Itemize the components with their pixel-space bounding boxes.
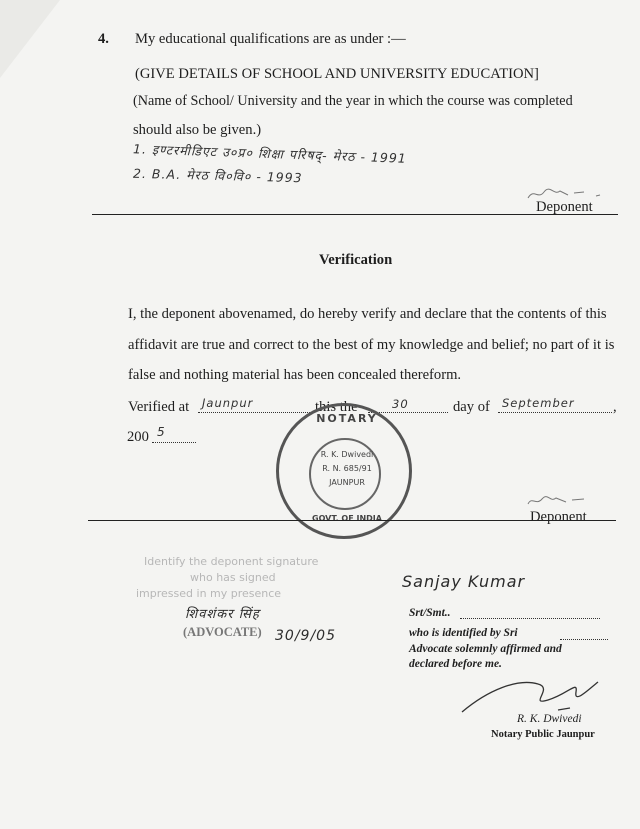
place-field-line [198,412,312,413]
section4-line2: (GIVE DETAILS OF SCHOOL AND UNIVERSITY EDUCATION] [135,66,539,82]
page-fold [0,0,60,78]
seal-reg-number: R. N. 685/91 [322,464,372,473]
verification-para-2: affidavit are true and correct to the best of my knowledge and belief; no part of it is [128,337,615,353]
seal-place: JAUNPUR [329,478,365,487]
notary-title: Notary Public Jaunpur [491,729,595,740]
section4-line4: should also be given.) [133,122,262,138]
declared-line: declared before me. [409,658,502,670]
divider-2 [88,520,616,521]
verification-para-1: I, the deponent abovenamed, do hereby verify and declare that the contents of this [128,306,607,322]
handwritten-qualification-2: 2. B.A. मेरठ वि०वि० - 1993 [132,165,303,186]
advocate-date: 30/9/05 [275,628,336,644]
verification-para-3: false and nothing material has been concealed thereform. [128,367,462,383]
year-field-line [152,442,196,443]
ghost-line-3: impressed in my presence [136,587,282,600]
advocate-signature: शिवशंकर सिंह [185,607,260,622]
verification-heading: Verification [319,252,393,268]
seal-inner-ring [309,438,381,510]
sri-label: Srt/Smt.. [409,607,451,619]
seal-name: R. K. Dwivedi [320,450,374,459]
notary-seal [276,403,412,539]
identified-by-field-line [560,639,608,640]
seal-bottom-text: GOVT. OF INDIA [312,514,382,523]
identified-by-line: who is identified by Sri [409,627,518,639]
ghost-line-2: who has signed [190,571,276,584]
item-number: 4. [98,31,109,47]
month-field-line [498,412,612,413]
deponent-label-2: Deponent [530,509,587,525]
deponent-label-1: Deponent [536,199,593,215]
month-field: September [502,396,575,410]
day-field: 30 [392,397,409,411]
handwritten-qualification-1: 1. इण्टरमीडिएट उ०प्र० शिक्षा परिषद्- मेरठ - 1991 [132,141,408,166]
this-the-label: this the [315,399,358,415]
deponent-full-signature: Sanjay Kumar [402,572,526,591]
month-comma: , [613,399,617,415]
seal-top-text: NOTARY [316,412,378,425]
ghost-line-1: Identify the deponent signature [144,555,319,568]
affirmed-line: Advocate solemnly affirmed and [409,643,562,655]
section4-line1: My educational qualifications are as under :— [135,31,406,47]
advocate-label: (ADVOCATE) [183,625,262,639]
sri-field-line [460,618,600,619]
day-of-label: day of [453,399,490,415]
year-prefix: 200 [127,429,149,445]
year-field: 5 [157,425,166,439]
section4-line3: (Name of School/ University and the year in which the course was completed [133,93,573,109]
divider-1 [92,214,618,215]
verified-at-label: Verified at [128,399,190,415]
notary-name: R. K. Dwivedi [517,713,582,725]
place-field: Jaunpur [202,396,254,410]
